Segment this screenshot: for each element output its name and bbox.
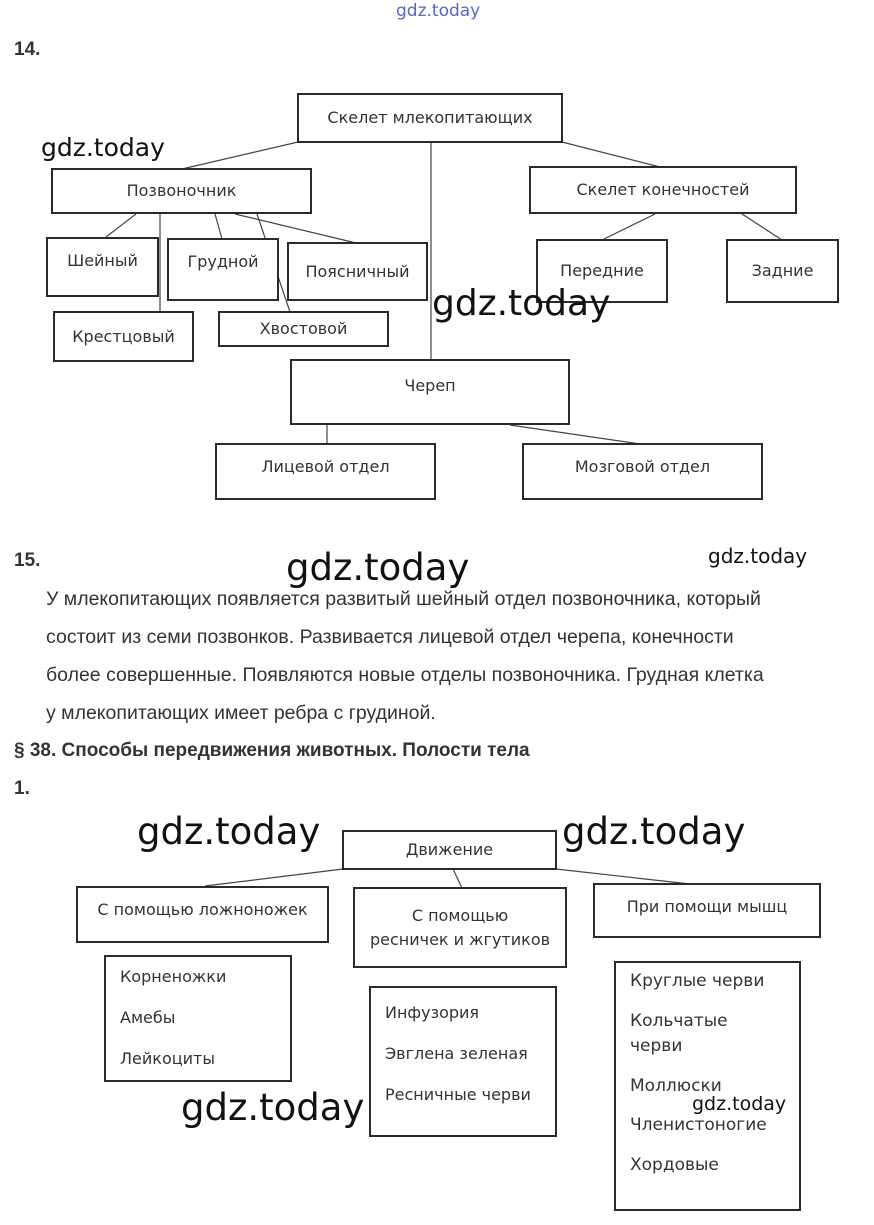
box-brain-section: Мозговой отдел: [522, 443, 763, 500]
connector-skull-brain: [510, 425, 640, 444]
task-14-number: 14.: [14, 39, 41, 60]
watermark: gdz.today: [137, 810, 321, 853]
connector-spine-cervical: [106, 214, 136, 237]
watermark: gdz.today: [562, 810, 746, 853]
box-spine: Позвоночник: [51, 168, 312, 214]
branch-label-line: С помощью: [411, 905, 509, 925]
box-thoracic: Грудной: [167, 238, 279, 301]
box-pseudopods: [76, 886, 329, 943]
list-pseudopod-organisms: [104, 955, 292, 1082]
box-cilia-flagella: [353, 887, 567, 968]
list-item: Ресничные черви: [385, 1085, 531, 1104]
list-muscle-organisms: [614, 961, 801, 1211]
task-1-number: 1.: [14, 778, 30, 799]
connector-root-limbs: [562, 142, 660, 167]
answer-line: у млекопитающих имеет ребра с грудиной.: [46, 702, 436, 724]
box-sacral: Крестцовый: [53, 311, 194, 362]
watermark: gdz.today: [181, 1086, 365, 1129]
branch-label: При помощи мышц: [626, 897, 788, 916]
answer-line: более совершенные. Появляются новые отделы позвоночника. Грудная клетка: [46, 664, 764, 686]
list-item: Хордовые: [630, 1155, 719, 1175]
box-movement: Движение: [342, 830, 557, 870]
list-item: Корненожки: [120, 967, 227, 986]
list-item: Моллюски: [630, 1076, 722, 1096]
watermark: gdz.today: [286, 546, 470, 589]
box-lumbar: Поясничный: [287, 242, 428, 301]
list-item: Эвглена зеленая: [385, 1044, 528, 1063]
watermark: gdz.today: [692, 1093, 787, 1115]
list-item: Круглые черви: [630, 971, 765, 991]
connector-move-muscles: [556, 869, 690, 884]
connector-move-pseudopod: [205, 869, 343, 886]
branch-label: С помощью ложноножек: [97, 900, 308, 919]
list-cilia-organisms: [369, 986, 557, 1137]
list-item: черви: [630, 1036, 683, 1056]
answer-line: У млекопитающих появляется развитый шейный отдел позвоночника, который: [46, 588, 761, 610]
branch-label-line: ресничек и жгутиков: [369, 929, 551, 949]
watermark: gdz.today: [41, 133, 165, 162]
list-item: Амебы: [120, 1008, 176, 1027]
connector-limbs-back: [742, 214, 782, 240]
connector-spine-thoracic: [215, 214, 222, 239]
connector-move-cilia: [453, 869, 462, 888]
box-cervical: Шейный: [46, 237, 159, 297]
box-facial-section: Лицевой отдел: [215, 443, 436, 500]
answer-line: состоит из семи позвонков. Развивается лицевой отдел черепа, конечности: [46, 626, 734, 648]
connector-root-spine: [182, 142, 298, 169]
box-hind-limbs: Задние: [726, 239, 839, 303]
box-limb-skeleton: Скелет конечностей: [529, 166, 797, 214]
box-skull: Череп: [290, 359, 570, 425]
watermark: gdz.today: [708, 544, 808, 568]
box-muscles: [593, 883, 821, 938]
list-item: Инфузория: [385, 1003, 480, 1022]
task-15-answer: [46, 580, 868, 732]
section-38-heading: § 38. Способы передвижения животных. Полости тела: [14, 740, 530, 761]
connector-limbs-front: [602, 214, 655, 240]
watermark: gdz.today: [396, 1, 481, 21]
task-15-number: 15.: [14, 550, 41, 571]
list-item: Членистоногие: [630, 1115, 767, 1135]
watermark: gdz.today: [432, 283, 611, 324]
box-tail: Хвостовой: [218, 311, 389, 347]
list-item: Лейкоциты: [120, 1049, 215, 1068]
box-front-limbs: Передние: [536, 239, 668, 303]
list-item: Кольчатые: [630, 1011, 728, 1031]
box-mammal-skeleton: Скелет млекопитающих: [297, 93, 563, 143]
